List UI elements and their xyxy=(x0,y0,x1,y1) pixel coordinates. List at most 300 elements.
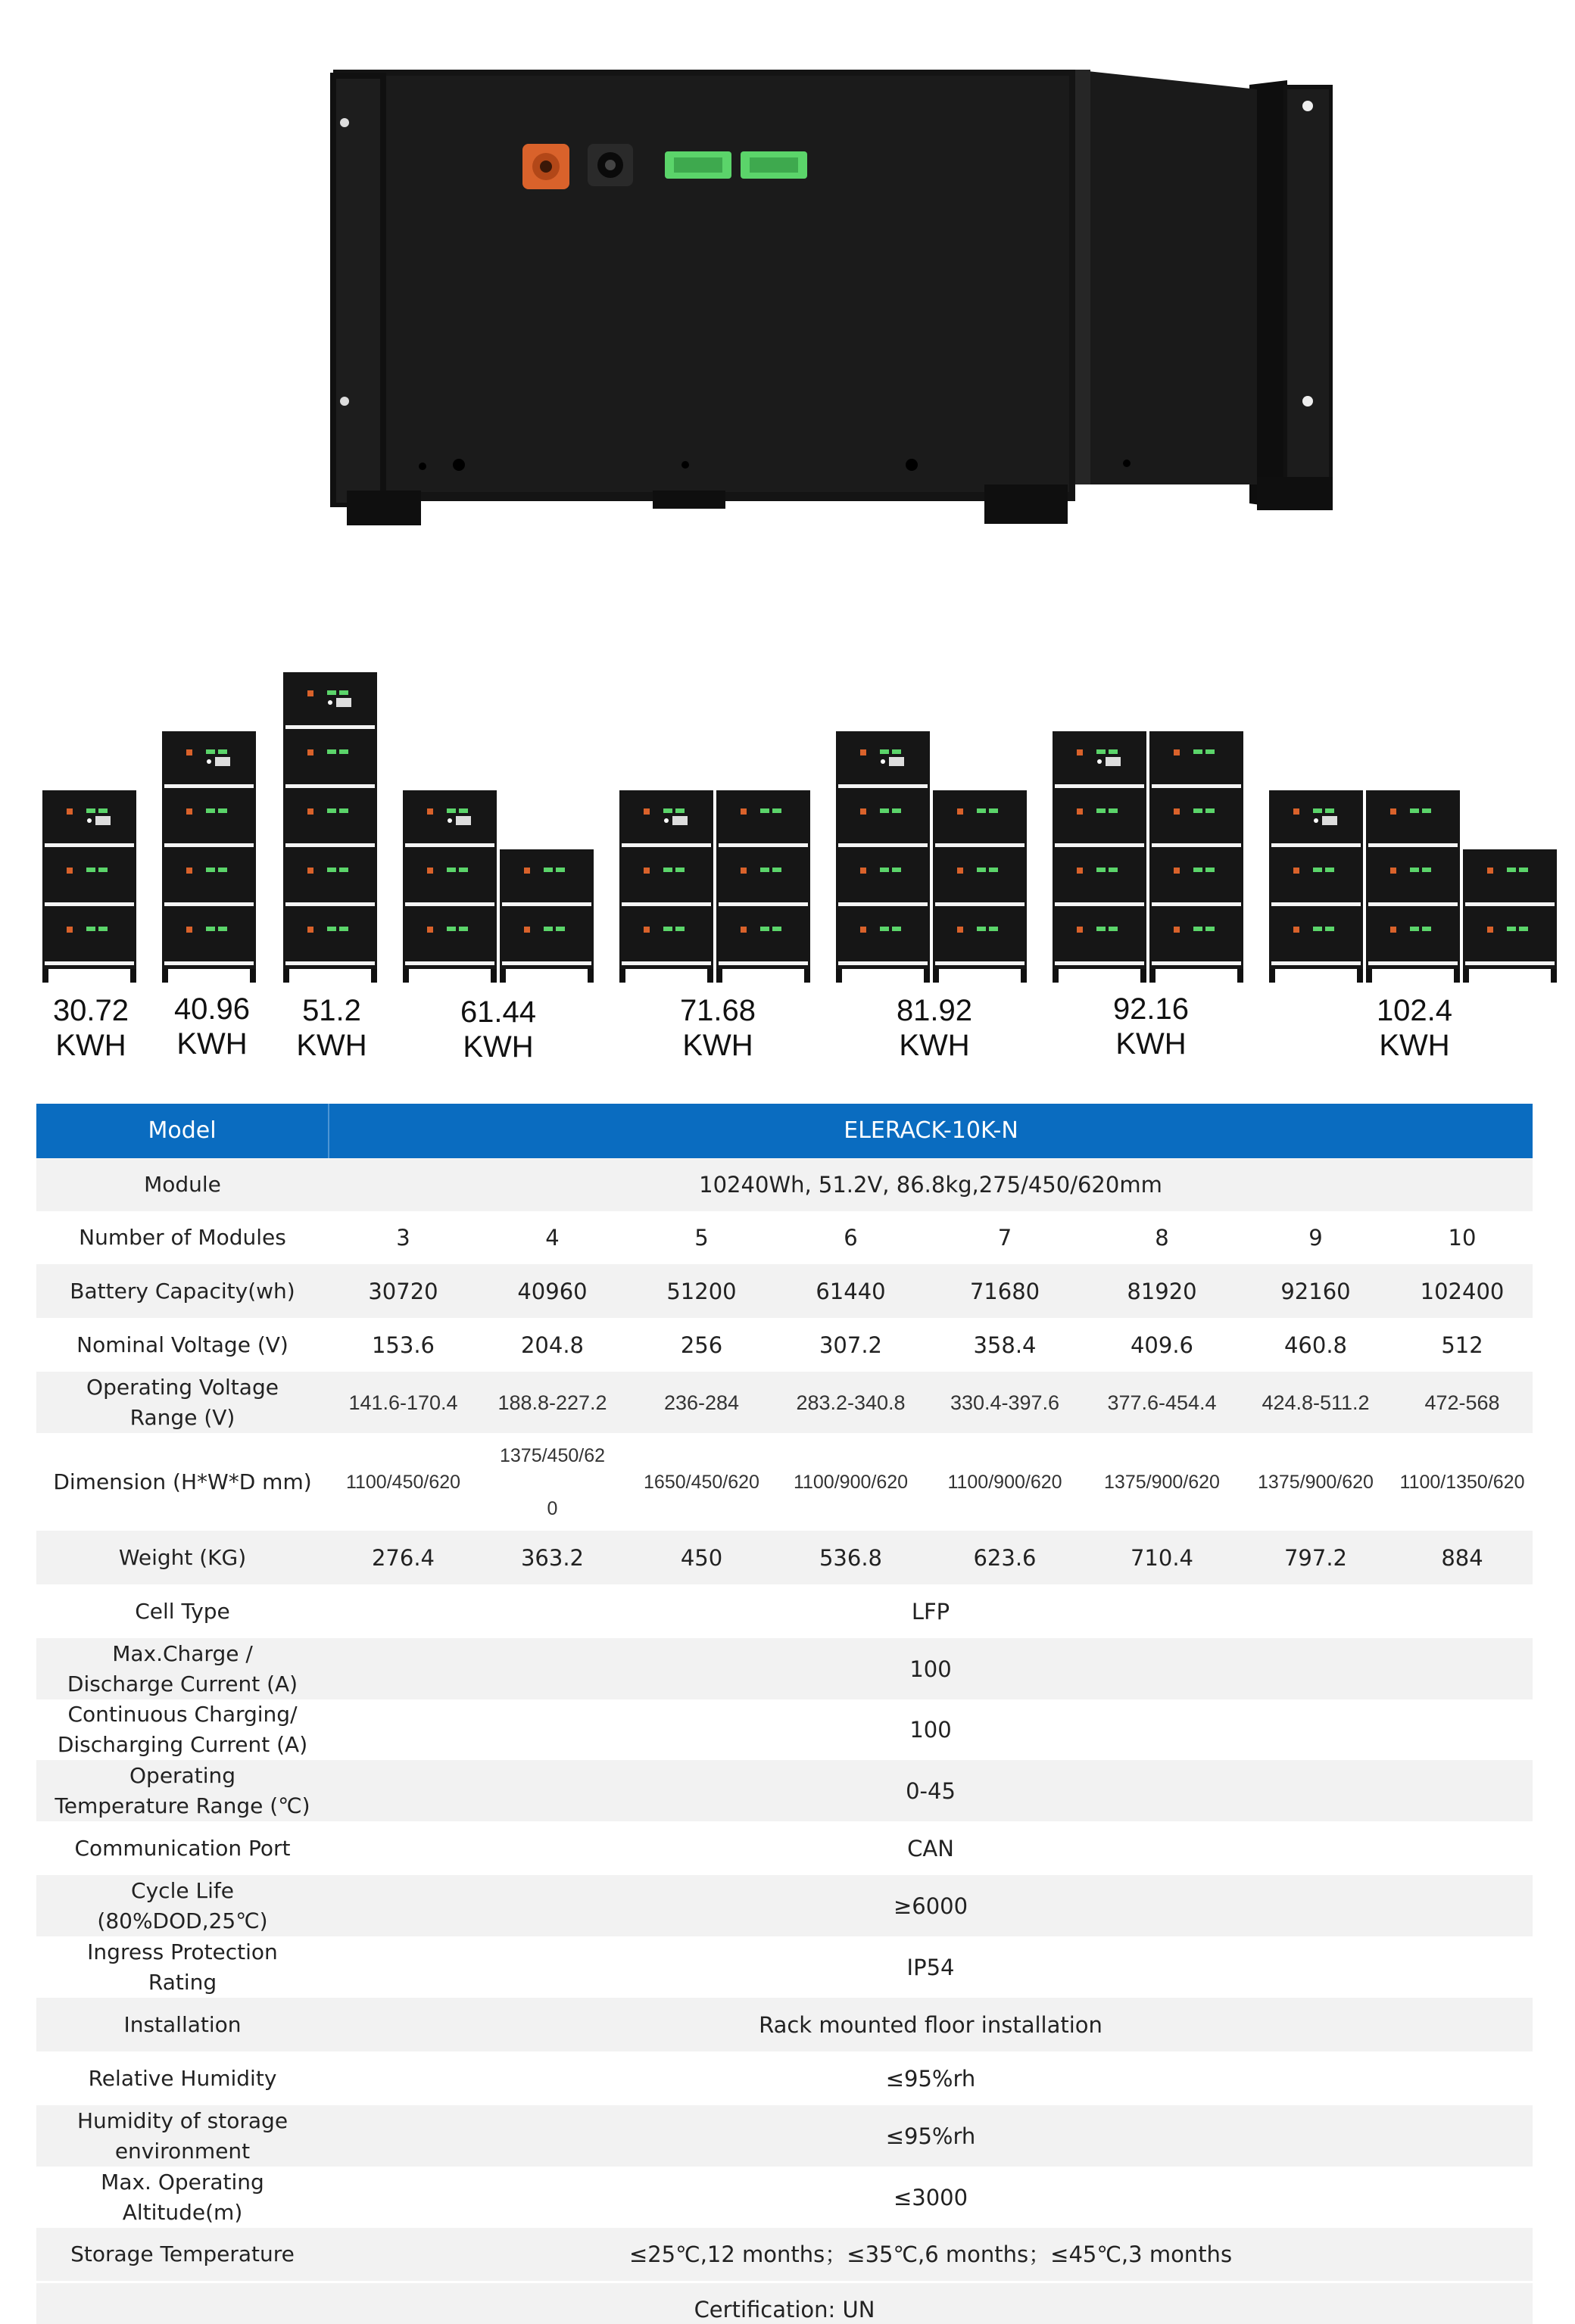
capacity-value: 71.68 xyxy=(679,994,756,1027)
module-port xyxy=(339,749,348,754)
capacity-unit: KWH xyxy=(55,1029,126,1062)
module-port xyxy=(880,868,889,872)
module-port xyxy=(1410,927,1419,931)
module-connector xyxy=(957,868,963,874)
capacity-label-81-92 xyxy=(859,993,1010,1063)
module-connector xyxy=(1077,749,1083,755)
capacity-value: 51.2 xyxy=(302,994,361,1027)
cabinet-foot xyxy=(1021,969,1027,983)
module-port xyxy=(556,868,565,872)
module-divider xyxy=(1465,961,1555,965)
module-port xyxy=(977,927,986,931)
cell: 1100/450/620 xyxy=(329,1433,478,1531)
row-max-current xyxy=(36,1638,1533,1699)
cell: 472-568 xyxy=(1392,1372,1533,1433)
module-divider xyxy=(285,725,375,729)
module-connector xyxy=(427,927,433,933)
module-connector xyxy=(307,749,313,755)
row-altitude xyxy=(36,2167,1533,2228)
module-divider xyxy=(1055,784,1144,788)
module-divider xyxy=(45,843,134,847)
cabinet-foot xyxy=(250,969,256,983)
module-port xyxy=(1313,808,1322,813)
row-humidity xyxy=(36,2051,1533,2105)
module-connector xyxy=(1487,927,1493,933)
module-connector xyxy=(67,927,73,933)
module-port xyxy=(1313,927,1322,931)
module-port xyxy=(218,808,227,813)
row-value: ≤3000 xyxy=(329,2167,1533,2228)
cabinet-foot xyxy=(836,969,842,983)
cabinet-foot xyxy=(588,969,594,983)
cell: 40960 xyxy=(478,1264,627,1318)
module-connector xyxy=(427,868,433,874)
module-connector xyxy=(1293,927,1299,933)
rack-unit-image xyxy=(0,0,1575,545)
battery-cabinet xyxy=(162,731,256,983)
cabinet-body xyxy=(1269,790,1363,969)
module-port xyxy=(772,868,781,872)
row-label: Installation xyxy=(36,1998,329,2051)
module-port xyxy=(1205,868,1215,872)
module-port xyxy=(977,808,986,813)
module-port xyxy=(1096,808,1106,813)
module-port xyxy=(1109,808,1118,813)
row-label xyxy=(36,1936,329,1998)
mount-hole xyxy=(1302,396,1313,407)
module-connector xyxy=(1390,868,1396,874)
module-port xyxy=(892,749,901,754)
row-storage-temp xyxy=(36,2228,1533,2282)
battery-cabinet xyxy=(1463,849,1557,983)
model-value: ELERACK-10K-N xyxy=(329,1104,1533,1158)
cabinet-body xyxy=(500,849,594,969)
capacity-unit: KWH xyxy=(1115,1027,1187,1061)
capacity-unit: KWH xyxy=(682,1029,753,1062)
module-port xyxy=(339,808,348,813)
module-connector xyxy=(957,927,963,933)
row-label: Communication Port xyxy=(36,1821,329,1875)
module-connector xyxy=(186,927,192,933)
row-label: Cell Type xyxy=(36,1584,329,1638)
label-line: environment xyxy=(114,2138,251,2164)
module-connector xyxy=(524,927,530,933)
row-value: ≤25℃,12 months；≤35℃,6 months；≤45℃,3 months xyxy=(329,2228,1533,2282)
row-label xyxy=(36,1699,329,1760)
module-divider xyxy=(719,902,808,906)
cell: 283.2-340.8 xyxy=(776,1372,925,1433)
row-installation xyxy=(36,1998,1533,2051)
row-ingress xyxy=(36,1936,1533,1998)
battery-cabinet xyxy=(836,731,930,983)
module-port xyxy=(880,749,889,754)
row-value: Rack mounted floor installation xyxy=(329,1998,1533,2051)
mount-hole xyxy=(340,118,349,127)
cabinet-body xyxy=(42,790,136,969)
configuration-7 xyxy=(1053,731,1243,983)
module-divider xyxy=(164,843,254,847)
module-connector xyxy=(957,808,963,815)
label-line: (80%DOD,25℃) xyxy=(97,1908,268,1933)
capacity-value: 81.92 xyxy=(896,994,973,1027)
module-connector xyxy=(307,808,313,815)
bms-display xyxy=(672,816,688,825)
row-label xyxy=(36,2105,329,2167)
module-connector xyxy=(860,927,866,933)
row-label: Number of Modules xyxy=(36,1211,329,1264)
cell: 330.4-397.6 xyxy=(925,1372,1084,1433)
foot xyxy=(1257,477,1333,510)
module-connector xyxy=(741,927,747,933)
module-connector xyxy=(1390,927,1396,933)
battery-cabinet xyxy=(716,790,810,983)
row-modules xyxy=(36,1211,1533,1264)
module-connector xyxy=(524,868,530,874)
cell: 1100/900/620 xyxy=(776,1433,925,1531)
side-panel xyxy=(1074,70,1257,484)
spec-table xyxy=(36,1104,1533,2324)
row-comm-port xyxy=(36,1821,1533,1875)
module-connector xyxy=(307,927,313,933)
cabinet-foot xyxy=(491,969,497,983)
cell xyxy=(478,1433,627,1531)
module-port xyxy=(675,868,685,872)
module-divider xyxy=(285,961,375,965)
configuration-5 xyxy=(619,790,810,983)
module-port xyxy=(1507,927,1516,931)
battery-cabinet xyxy=(1366,790,1460,983)
capacity-value: 30.72 xyxy=(52,994,129,1027)
cabinet-body xyxy=(283,672,377,969)
cabinet-foot xyxy=(42,969,48,983)
module-port xyxy=(663,808,672,813)
module-divider xyxy=(502,902,591,906)
row-value: IP54 xyxy=(329,1936,1533,1998)
module-divider xyxy=(405,902,494,906)
module-divider xyxy=(935,843,1025,847)
module-port xyxy=(1422,808,1431,813)
module-port xyxy=(892,927,901,931)
module-port xyxy=(760,868,769,872)
module-connector xyxy=(644,927,650,933)
cell: 10 xyxy=(1392,1211,1533,1264)
module-port xyxy=(892,808,901,813)
module-port xyxy=(892,868,901,872)
row-label: Weight (KG) xyxy=(36,1531,329,1584)
module-port xyxy=(760,808,769,813)
row-value: 10240Wh, 51.2V, 86.8kg,275/450/620mm xyxy=(329,1158,1533,1211)
cabinet-foot xyxy=(716,969,722,983)
cell: 92160 xyxy=(1240,1264,1392,1318)
module-port xyxy=(772,927,781,931)
module-connector xyxy=(1293,808,1299,815)
row-label: Relative Humidity xyxy=(36,2051,329,2105)
module-divider xyxy=(1055,961,1144,965)
power-connector-positive xyxy=(522,144,569,189)
module-divider xyxy=(1055,902,1144,906)
module-divider xyxy=(1368,961,1458,965)
module-port xyxy=(1096,749,1106,754)
module-port xyxy=(218,927,227,931)
module-port xyxy=(1205,749,1215,754)
cell: 512 xyxy=(1392,1318,1533,1372)
row-module xyxy=(36,1158,1533,1211)
module-connector xyxy=(67,808,73,815)
module-connector xyxy=(1077,808,1083,815)
module-connector xyxy=(1174,808,1180,815)
cell: 358.4 xyxy=(925,1318,1084,1372)
module-port xyxy=(663,927,672,931)
cabinet-body xyxy=(1366,790,1460,969)
cabinet-body xyxy=(716,790,810,969)
battery-cabinet xyxy=(933,790,1027,983)
rack-unit-illustration xyxy=(0,0,1575,545)
module-port xyxy=(98,927,108,931)
cell: 5 xyxy=(627,1211,776,1264)
configuration-3 xyxy=(283,672,377,983)
module-divider xyxy=(1271,902,1361,906)
module-port xyxy=(1096,868,1106,872)
row-weight xyxy=(36,1531,1533,1584)
module-port xyxy=(1325,808,1334,813)
module-port xyxy=(206,749,215,754)
row-storage-humidity xyxy=(36,2105,1533,2167)
cell: 377.6-454.4 xyxy=(1084,1372,1240,1433)
cabinet-foot xyxy=(1357,969,1363,983)
module-divider xyxy=(1368,843,1458,847)
row-value: 100 xyxy=(329,1699,1533,1760)
module-port xyxy=(86,868,95,872)
cabinet-body xyxy=(836,731,930,969)
configuration-6 xyxy=(836,731,1027,983)
label-line: Max. Operating xyxy=(101,2169,264,2195)
module-port xyxy=(989,808,998,813)
module-port xyxy=(327,690,336,695)
module-connector xyxy=(1174,868,1180,874)
label-line: Discharging Current (A) xyxy=(57,1732,308,1757)
cabinet-foot xyxy=(933,969,939,983)
cabinet-foot xyxy=(1149,969,1156,983)
module-port xyxy=(1325,868,1334,872)
configuration-1 xyxy=(42,790,136,983)
module-port xyxy=(1519,927,1528,931)
cell: 623.6 xyxy=(925,1531,1084,1584)
module-divider xyxy=(45,961,134,965)
cell: 710.4 xyxy=(1084,1531,1240,1584)
module-port xyxy=(1109,749,1118,754)
module-divider xyxy=(622,843,711,847)
module-port xyxy=(1193,927,1202,931)
row-value: ≤95%rh xyxy=(329,2051,1533,2105)
module-divider xyxy=(719,843,808,847)
bms-led xyxy=(448,818,452,823)
cell: 9 xyxy=(1240,1211,1392,1264)
bms-led xyxy=(87,818,92,823)
comm-connector-left xyxy=(665,151,731,179)
mount-hole xyxy=(340,397,349,406)
cabinet-foot xyxy=(371,969,377,983)
module-port xyxy=(977,868,986,872)
row-temp-range xyxy=(36,1760,1533,1821)
module-port xyxy=(327,808,336,813)
module-port xyxy=(206,927,215,931)
cabinet-body xyxy=(933,790,1027,969)
module-port xyxy=(98,808,108,813)
foot xyxy=(984,484,1068,524)
module-port xyxy=(327,868,336,872)
module-port xyxy=(86,927,95,931)
module-divider xyxy=(1152,784,1241,788)
cabinet-foot xyxy=(1463,969,1469,983)
row-label: Nominal Voltage (V) xyxy=(36,1318,329,1372)
battery-cabinet xyxy=(1269,790,1363,983)
module-port xyxy=(459,868,468,872)
cell: 1375/900/620 xyxy=(1084,1433,1240,1531)
module-divider xyxy=(935,961,1025,965)
row-label xyxy=(36,1372,329,1433)
module-connector xyxy=(860,749,866,755)
module-divider xyxy=(285,902,375,906)
row-value: 100 xyxy=(329,1638,1533,1699)
row-label: Dimension (H*W*D mm) xyxy=(36,1433,329,1531)
capacity-unit: KWH xyxy=(1379,1029,1450,1062)
bms-display xyxy=(1106,757,1121,766)
module-connector xyxy=(307,690,313,696)
cabinet-foot xyxy=(804,969,810,983)
label-line: Altitude(m) xyxy=(122,2199,243,2225)
cell: 1375/900/620 xyxy=(1240,1433,1392,1531)
label-line: Humidity of storage xyxy=(76,2107,288,2133)
cabinet-foot xyxy=(500,969,506,983)
bms-led xyxy=(664,818,669,823)
module-divider xyxy=(1152,902,1241,906)
module-port xyxy=(880,927,889,931)
cell: 204.8 xyxy=(478,1318,627,1372)
battery-cabinet xyxy=(283,672,377,983)
cell: 188.8-227.2 xyxy=(478,1372,627,1433)
cabinet-body xyxy=(162,731,256,969)
module-port xyxy=(1109,868,1118,872)
cell: 884 xyxy=(1392,1531,1533,1584)
module-connector xyxy=(186,868,192,874)
capacity-configurations xyxy=(0,590,1575,1064)
module-port xyxy=(447,868,456,872)
module-port xyxy=(880,808,889,813)
module-divider xyxy=(1271,961,1361,965)
row-continuous-current xyxy=(36,1699,1533,1760)
bms-led xyxy=(1097,759,1102,764)
label-line: Discharge Current (A) xyxy=(67,1671,298,1696)
cabinet-body xyxy=(403,790,497,969)
capacity-unit: KWH xyxy=(296,1029,367,1062)
module-port xyxy=(447,808,456,813)
module-port xyxy=(1410,808,1419,813)
module-divider xyxy=(838,843,928,847)
module-divider xyxy=(622,961,711,965)
cabinet-foot xyxy=(924,969,930,983)
module-connector xyxy=(67,868,73,874)
capacity-value: 102.4 xyxy=(1376,994,1453,1027)
label-line: Temperature Range (℃) xyxy=(55,1793,310,1818)
module-port xyxy=(544,927,553,931)
cell: 1650/450/620 xyxy=(627,1433,776,1531)
module-connector xyxy=(1174,927,1180,933)
module-connector xyxy=(1487,868,1493,874)
label-line: Range (V) xyxy=(129,1404,235,1430)
module-divider xyxy=(405,961,494,965)
module-port xyxy=(218,868,227,872)
module-connector xyxy=(186,749,192,755)
capacity-label-71-68 xyxy=(642,993,794,1063)
module-divider xyxy=(285,843,375,847)
module-connector xyxy=(186,808,192,815)
capacity-label-61-44 xyxy=(423,995,574,1064)
cell: 4 xyxy=(478,1211,627,1264)
module-port xyxy=(760,927,769,931)
module-port xyxy=(1205,927,1215,931)
label-line: Rating xyxy=(148,1969,217,1995)
capacity-label-51-2 xyxy=(256,993,407,1063)
module-port xyxy=(339,868,348,872)
module-connector xyxy=(1077,927,1083,933)
module-port xyxy=(544,868,553,872)
certification: Certification: UN xyxy=(36,2282,1533,2324)
module-divider xyxy=(1368,902,1458,906)
capacity-unit: KWH xyxy=(463,1030,534,1064)
capacity-value: 92.16 xyxy=(1112,992,1190,1026)
configuration-8 xyxy=(1269,790,1557,983)
capacity-label-92-16 xyxy=(1075,992,1227,1061)
label-line: Operating Voltage xyxy=(86,1374,279,1400)
row-value: CAN xyxy=(329,1821,1533,1875)
module-divider xyxy=(405,843,494,847)
module-connector xyxy=(1174,749,1180,755)
cell: 276.4 xyxy=(329,1531,478,1584)
battery-cabinet xyxy=(500,849,594,983)
row-label xyxy=(36,1875,329,1936)
cell: 424.8-511.2 xyxy=(1240,1372,1392,1433)
module-port xyxy=(1410,868,1419,872)
module-port xyxy=(1193,868,1202,872)
module-divider xyxy=(622,902,711,906)
module-port xyxy=(206,808,215,813)
module-divider xyxy=(164,961,254,965)
module-port xyxy=(989,868,998,872)
module-port xyxy=(327,749,336,754)
row-label: Module xyxy=(36,1158,329,1211)
module-port xyxy=(675,808,685,813)
module-port xyxy=(1422,868,1431,872)
module-port xyxy=(1096,927,1106,931)
label-line: Continuous Charging/ xyxy=(67,1702,298,1727)
module-connector xyxy=(1293,868,1299,874)
row-label xyxy=(36,1638,329,1699)
bms-display xyxy=(336,698,351,707)
header-row xyxy=(36,1104,1533,1158)
row-voltage-range xyxy=(36,1372,1533,1433)
label-line: Cycle Life xyxy=(131,1877,234,1903)
cell: 450 xyxy=(627,1531,776,1584)
cabinet-body xyxy=(619,790,713,969)
cell: 236-284 xyxy=(627,1372,776,1433)
row-label: Battery Capacity(wh) xyxy=(36,1264,329,1318)
label-line: Ingress Protection xyxy=(87,1939,278,1964)
capacity-value: 40.96 xyxy=(173,992,251,1026)
module-connector xyxy=(741,868,747,874)
module-port xyxy=(1193,749,1202,754)
foot xyxy=(653,491,725,509)
cabinet-foot xyxy=(619,969,625,983)
